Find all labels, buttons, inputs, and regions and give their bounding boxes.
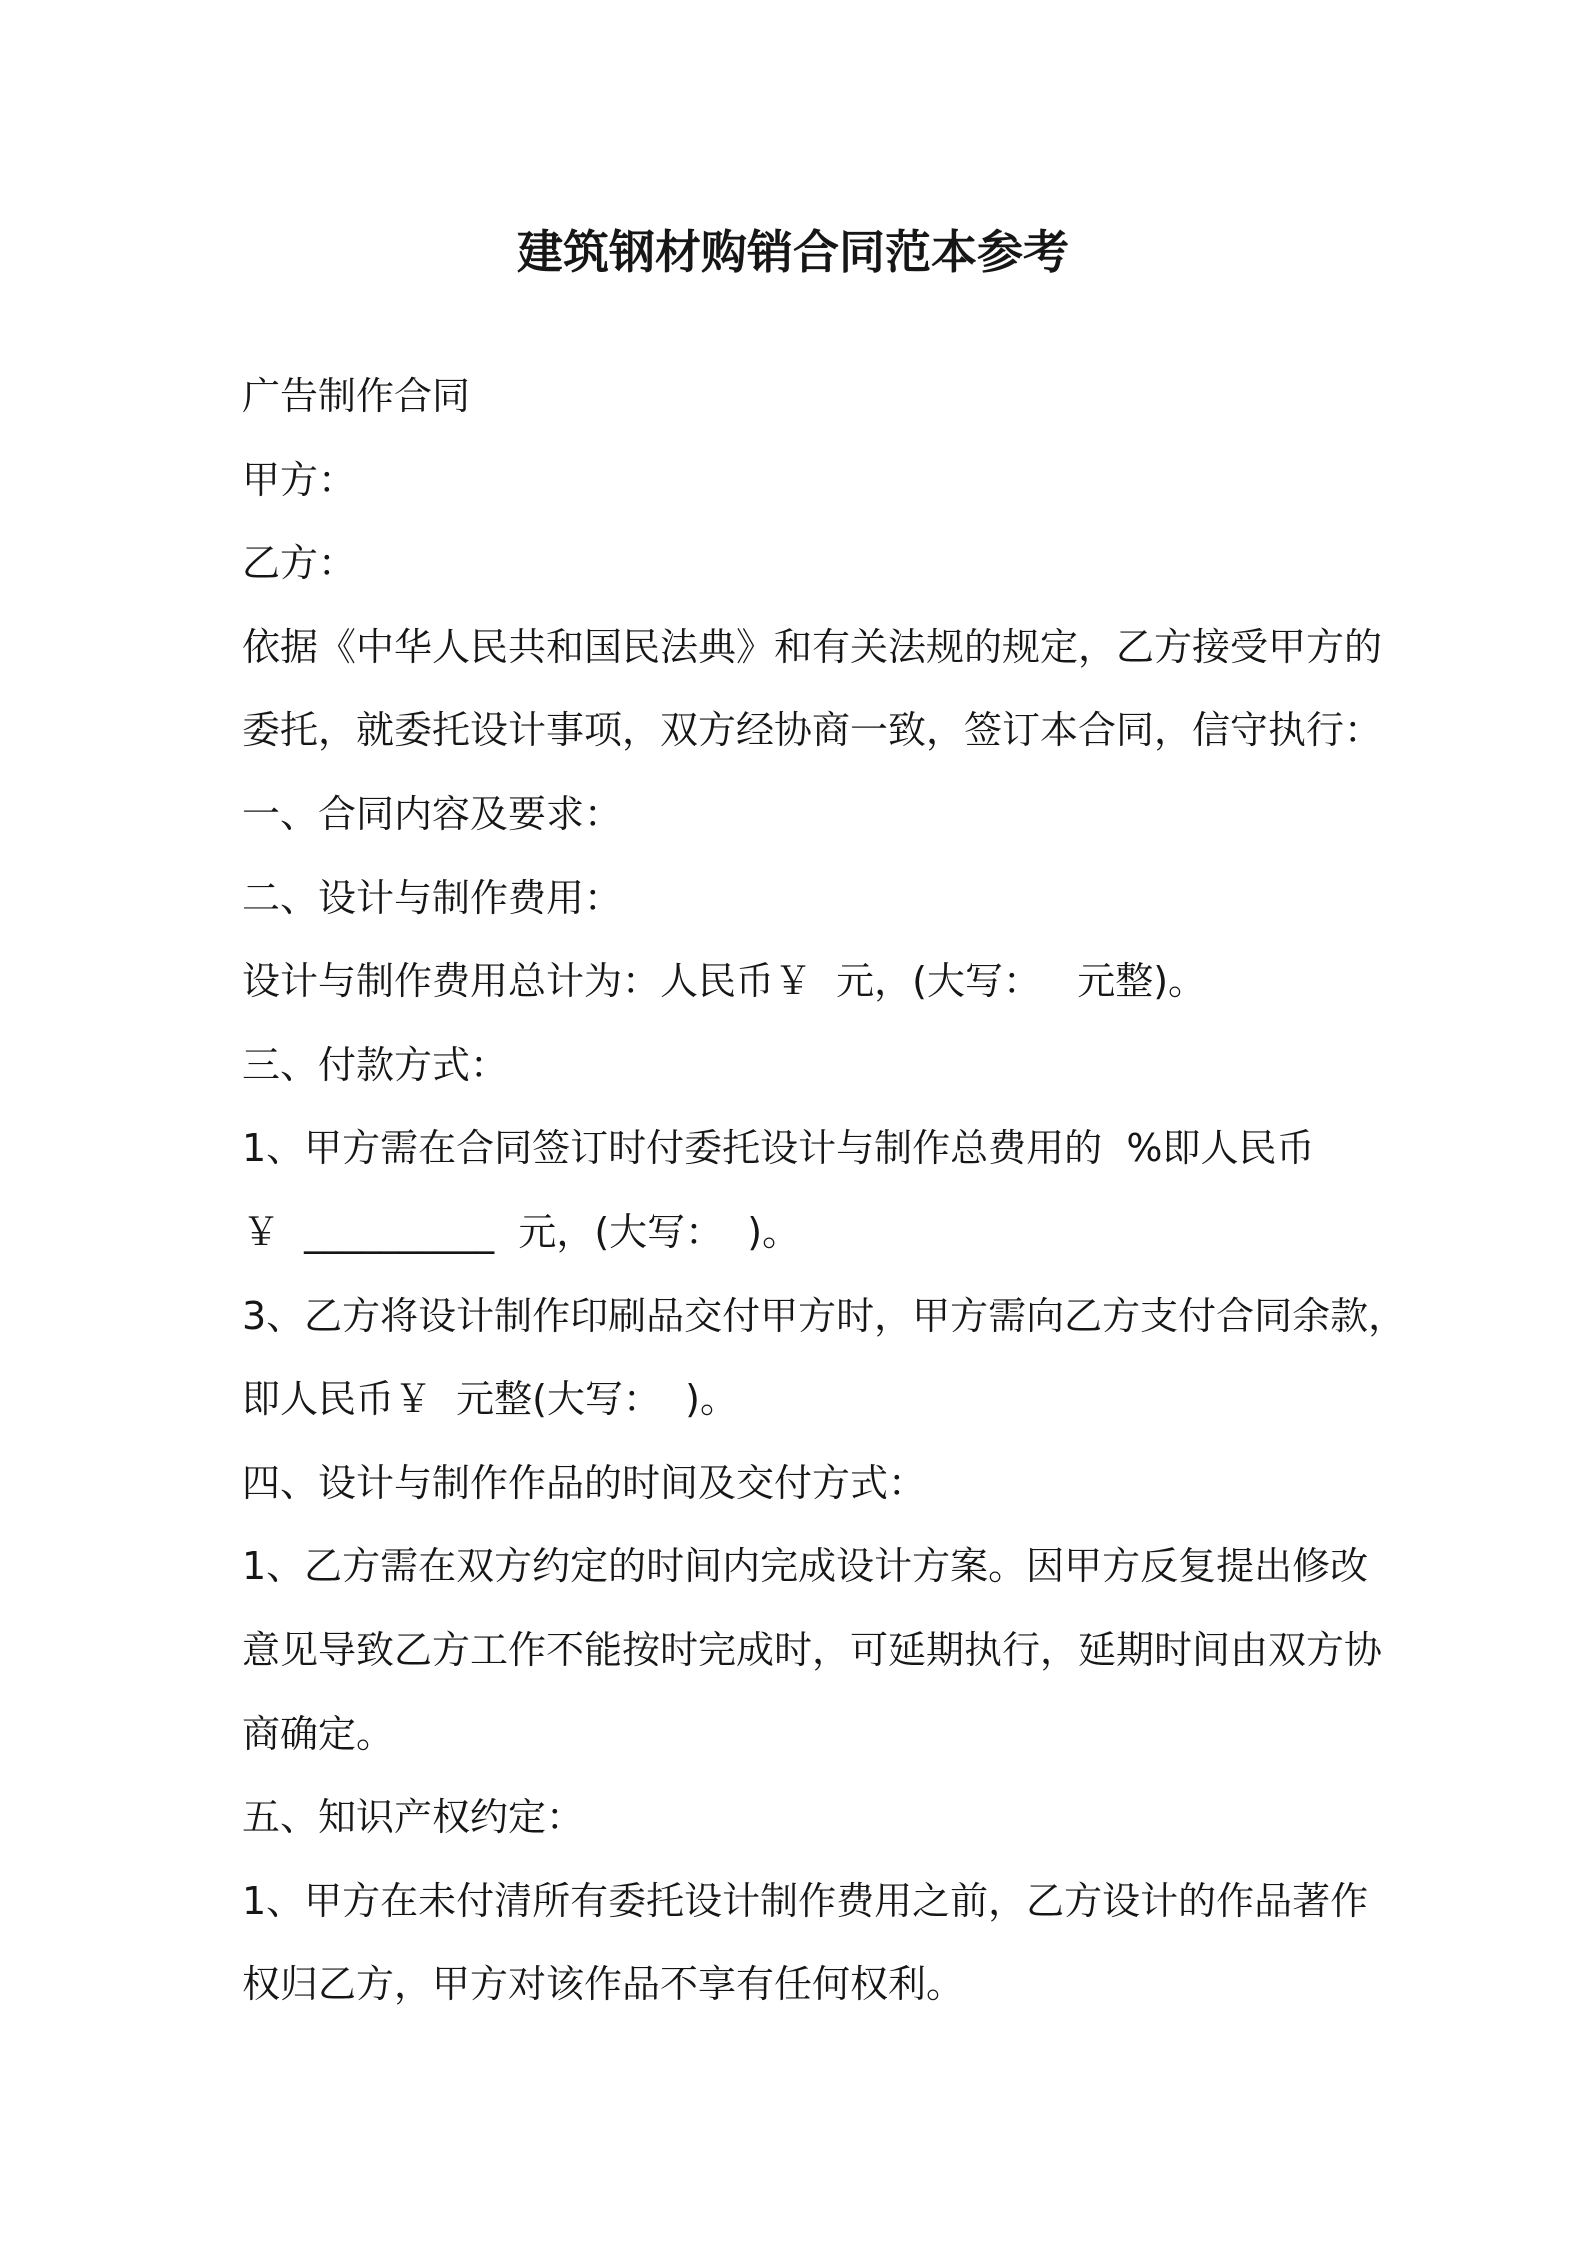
preamble-line-1: 依据《中华人民共和国民法典》和有关法规的规定，乙方接受甲方的: [242, 624, 1383, 669]
document-body: [242, 355, 1542, 2027]
payment-item-1-line-2: ￥ __________ 元，(大写： )。: [242, 1209, 801, 1254]
document-title: 建筑钢材购销合同范本参考: [517, 225, 1069, 279]
preamble-line-2: 委托，就委托设计事项，双方经协商一致，签订本合同，信守执行：: [242, 708, 1383, 753]
payment-item-1-line-1: 1、甲方需在合同签订时付委托设计与制作总费用的 %即人民币: [242, 1126, 1315, 1171]
section-5-heading: 五、知识产权约定：: [242, 1795, 585, 1840]
ip-item-1-line-1: 1、甲方在未付清所有委托设计制作费用之前，乙方设计的作品著作: [242, 1878, 1369, 1923]
ip-item-1-line-2: 权归乙方，甲方对该作品不享有任何权利。: [242, 1962, 965, 2007]
party-b-label: 乙方：: [242, 541, 357, 586]
party-a-label: 甲方：: [242, 457, 357, 502]
delivery-item-1-line-1: 1、乙方需在双方约定的时间内完成设计方案。因甲方反复提出修改: [242, 1544, 1369, 1589]
fee-total-line: 设计与制作费用总计为：人民币￥ 元，(大写： 元整)。: [242, 959, 1207, 1004]
section-4-heading: 四、设计与制作作品的时间及交付方式：: [242, 1460, 927, 1505]
section-3-heading: 三、付款方式：: [242, 1042, 509, 1087]
delivery-item-1-line-2: 意见导致乙方工作不能按时完成时，可延期执行，延期时间由双方协: [242, 1627, 1383, 1672]
payment-item-3-line-2: 即人民币￥ 元整(大写： )。: [242, 1377, 738, 1422]
section-1-heading: 一、合同内容及要求：: [242, 791, 623, 836]
section-2-heading: 二、设计与制作费用：: [242, 875, 623, 920]
delivery-item-1-line-3: 商确定。: [242, 1711, 395, 1756]
contract-subtitle: 广告制作合同: [242, 374, 471, 418]
payment-item-3-line-1: 3、乙方将设计制作印刷品交付甲方时，甲方需向乙方支付合同余款，: [242, 1293, 1407, 1338]
